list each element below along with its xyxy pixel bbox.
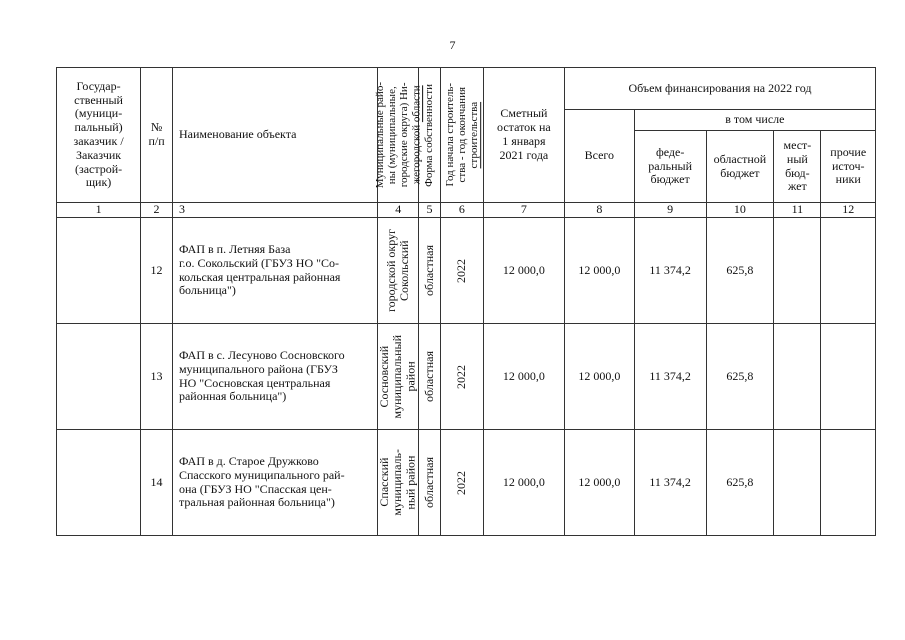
col-number: 9	[634, 203, 706, 218]
total-amount: 12 000,0	[564, 324, 634, 430]
federal-amount: 11 374,2	[634, 430, 706, 536]
district-header	[374, 68, 423, 203]
table-row	[57, 218, 876, 324]
district-cell	[378, 430, 419, 536]
total-header: Всего	[564, 110, 634, 203]
local-amount	[774, 430, 821, 536]
customer-cell	[57, 324, 141, 430]
balance-amount: 12 000,0	[483, 430, 564, 536]
year-text: 2022	[454, 258, 469, 283]
page-number: 7	[449, 38, 456, 52]
balance-amount: 12 000,0	[483, 324, 564, 430]
district-text: городской округ Сокольский	[384, 229, 412, 312]
district-cell	[378, 324, 419, 430]
regional-amount: 625,8	[706, 218, 774, 324]
year-text: 2022	[454, 470, 469, 495]
row-number: 13	[141, 324, 173, 430]
district-text: Сосновский муниципальный район	[377, 334, 418, 419]
years-header-text: Год начала строитель- ства - год окончания	[443, 83, 468, 187]
col-number: 2	[141, 203, 173, 218]
year-text: 2022	[454, 364, 469, 389]
col-number: 10	[706, 203, 774, 218]
customer-cell	[57, 430, 141, 536]
ownership-text: областная	[421, 457, 436, 508]
ownership-cell	[419, 324, 441, 430]
district-header-text: Муниципальные райо- ны (муниципальные, городские округа) Ни- жегородской	[374, 81, 423, 189]
regional-amount: 625,8	[706, 430, 774, 536]
federal-amount: 11 374,2	[634, 218, 706, 324]
customer-cell	[57, 218, 141, 324]
total-amount: 12 000,0	[564, 218, 634, 324]
table-row	[57, 324, 876, 430]
ownership-text: областная	[421, 351, 436, 402]
object-name: ФАП в п. Летняя База г.о. Сокольский (ГБУЗ НО "Со- кольская центральная районная больница")	[172, 218, 377, 324]
ownership-cell	[419, 430, 441, 536]
col-number: 11	[774, 203, 821, 218]
federal-header: феде- ральный бюджет	[634, 131, 706, 203]
total-amount: 12 000,0	[564, 430, 634, 536]
table-row	[57, 430, 876, 536]
header-row-1	[57, 68, 876, 110]
funding-header: Объем финансирования на 2022 год	[564, 68, 875, 110]
federal-amount: 11 374,2	[634, 324, 706, 430]
customer-header: Государ- ственный (муници- пальный) заказчик / Заказчик (застрой- щик)	[57, 68, 141, 203]
number-header: № п/п	[141, 68, 173, 203]
ownership-text: областная	[421, 245, 436, 296]
year-cell	[440, 430, 483, 536]
col-number: 3	[172, 203, 377, 218]
col-number: 8	[564, 203, 634, 218]
including-header: в том числе	[634, 110, 875, 131]
local-amount	[774, 218, 821, 324]
regional-header: областной бюджет	[706, 131, 774, 203]
col-number: 4	[378, 203, 419, 218]
other-header: прочие источ- ники	[821, 131, 876, 203]
financing-table	[56, 67, 876, 536]
object-name: ФАП в д. Старое Дружково Спасского муниципального рай- она (ГБУЗ НО "Спасская цен- тральная районная больница")	[172, 430, 377, 536]
col-number: 5	[419, 203, 441, 218]
district-cell	[378, 218, 419, 324]
col-number: 7	[483, 203, 564, 218]
other-amount	[821, 324, 876, 430]
col-number: 1	[57, 203, 141, 218]
district-header-underlined: области	[410, 85, 423, 123]
col-number: 6	[440, 203, 483, 218]
column-numbers-row	[57, 203, 876, 218]
years-header	[440, 68, 483, 203]
local-amount	[774, 324, 821, 430]
year-cell	[440, 324, 483, 430]
col-number: 12	[821, 203, 876, 218]
years-header-underlined: строительства	[467, 101, 480, 169]
ownership-cell	[419, 218, 441, 324]
row-number: 14	[141, 430, 173, 536]
year-cell	[440, 218, 483, 324]
object-name: ФАП в с. Лесуново Сосновского муниципального района (ГБУЗ НО "Сосновская центральная районная больница")	[172, 324, 377, 430]
other-amount	[821, 430, 876, 536]
row-number: 12	[141, 218, 173, 324]
ownership-header-text: Форма собственности	[423, 83, 436, 187]
balance-header: Сметный остаток на 1 января 2021 года	[483, 68, 564, 203]
other-amount	[821, 218, 876, 324]
object-name-header: Наименование объекта	[172, 68, 377, 203]
district-text: Спасский муниципаль- ный район	[377, 449, 418, 516]
balance-amount: 12 000,0	[483, 218, 564, 324]
local-header: мест- ный бюд- жет	[774, 131, 821, 203]
regional-amount: 625,8	[706, 324, 774, 430]
